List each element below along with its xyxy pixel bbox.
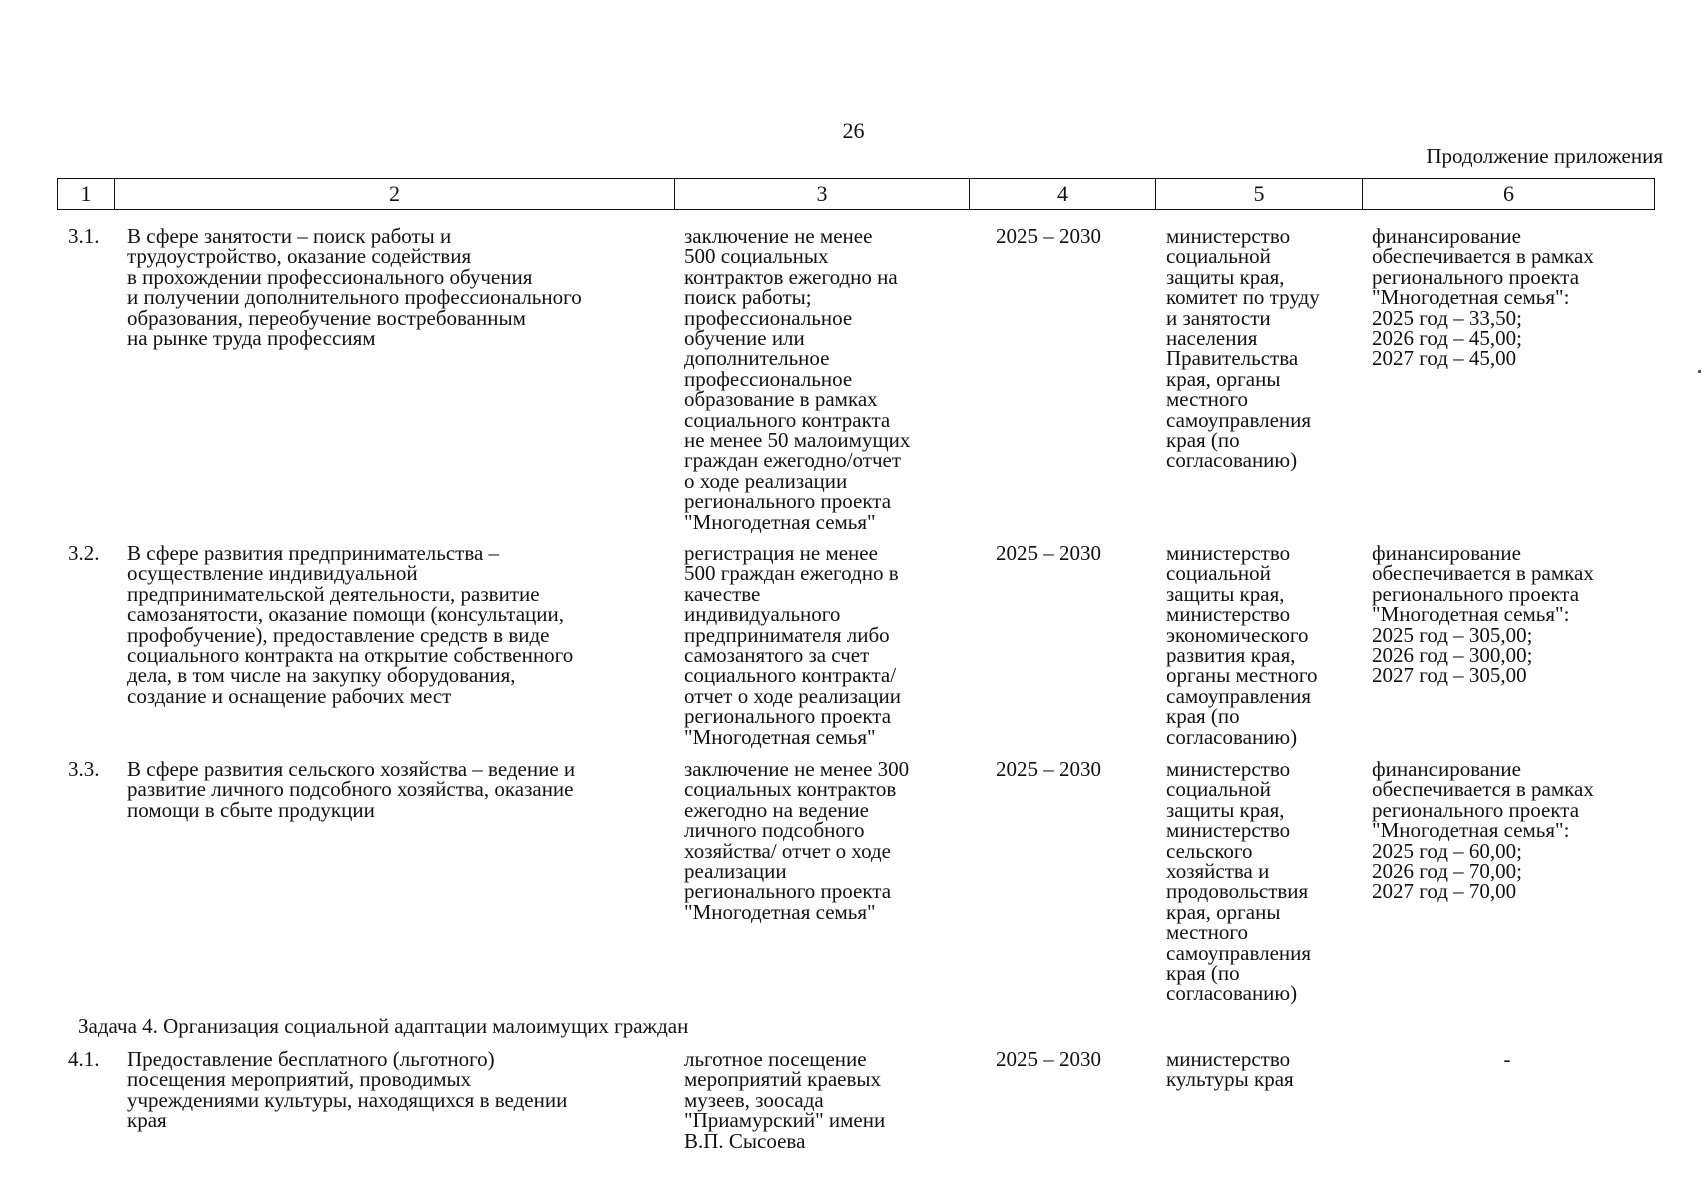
implementation-term: 2025 – 2030 bbox=[996, 757, 1101, 781]
column-header-table bbox=[57, 178, 1655, 210]
row-number: 3.3. bbox=[68, 757, 100, 781]
page-number: 26 bbox=[842, 118, 865, 143]
row-number: 3.1. bbox=[68, 224, 100, 248]
implementation-term: 2025 – 2030 bbox=[996, 1047, 1101, 1071]
measure-description: В сфере развития сельского хозяйства – ведение и развитие личного подсобного хозяйства, оказание помощи в сбыте продукции bbox=[127, 757, 576, 822]
column-header-row bbox=[58, 179, 1655, 210]
measure-description: В сфере развития предпринимательства – осуществление индивидуальной предпринимательской деятельности, развитие самозанятости, оказание помощи (консультации, профобучение), предоставление средств в виде социального контракта на открытие собственного дела, в том числе на закупку оборудования, создание и оснащение рабочих мест bbox=[127, 541, 574, 708]
continuation-label: Продолжение приложения bbox=[1426, 144, 1663, 168]
responsible-executor: министерство социальной защиты края, министерство экономического развития края, органы местного самоуправления края (по согласованию) bbox=[1166, 541, 1318, 749]
column-header-6: 6 bbox=[1363, 179, 1655, 210]
column-header-2: 2 bbox=[115, 179, 675, 210]
expected-result: заключение не менее 500 социальных контрактов ежегодно на поиск работы; профессиональное обучение или дополнительное профессиональное образование в рамках социального контракта не менее 50 малоимущих граждан ежегодно/отчет о ходе реализации регионального проекта "Многодетная семья" bbox=[684, 224, 911, 534]
financing-info: финансирование обеспечивается в рамках регионального проекта "Многодетная семья": 2025 год – 33,50; 2026 год – 45,00; 2027 год – 45,00 bbox=[1372, 224, 1594, 371]
responsible-executor: министерство социальной защиты края, комитет по труду и занятости населения Правительства края, органы местного самоуправления края (по согласованию) bbox=[1166, 224, 1320, 473]
row-number: 4.1. bbox=[68, 1047, 100, 1071]
measure-description: В сфере занятости – поиск работы и трудоустройство, оказание содействия в прохождении профессионального обучения и получении дополнительного профессионального образования, переобучение востребованным на рынке труда профессиям bbox=[127, 224, 582, 351]
column-header-5: 5 bbox=[1156, 179, 1363, 210]
responsible-executor: министерство культуры края bbox=[1166, 1047, 1294, 1092]
column-header-3: 3 bbox=[675, 179, 970, 210]
financing-info: - bbox=[1503, 1047, 1511, 1071]
financing-info: финансирование обеспечивается в рамках регионального проекта "Многодетная семья": 2025 год – 305,00; 2026 год – 300,00; 2027 год – 305,00 bbox=[1372, 541, 1594, 688]
column-header-1: 1 bbox=[58, 179, 115, 210]
column-header-4: 4 bbox=[970, 179, 1156, 210]
expected-result: льготное посещение мероприятий краевых музеев, зоосада "Приамурский" имени В.П. Сысоева bbox=[684, 1047, 886, 1153]
financing-info: финансирование обеспечивается в рамках регионального проекта "Многодетная семья": 2025 год – 60,00; 2026 год – 70,00; 2027 год – 70,00 bbox=[1372, 757, 1594, 904]
task-heading: Задача 4. Организация социальной адаптации малоимущих граждан bbox=[78, 1014, 689, 1038]
expected-result: регистрация не менее 500 граждан ежегодно в качестве индивидуального предпринимателя либо самозанятого за счет социального контракта/ отчет о ходе реализации регионального проекта "Многодетная семья" bbox=[684, 541, 901, 749]
row-number: 3.2. bbox=[68, 541, 100, 565]
scan-mark bbox=[1698, 370, 1701, 373]
measure-description: Предоставление бесплатного (льготного) посещения мероприятий, проводимых учреждениями культуры, находящихся в ведении края bbox=[127, 1047, 568, 1133]
responsible-executor: министерство социальной защиты края, министерство сельского хозяйства и продовольствия края, органы местного самоуправления края (по согласованию) bbox=[1166, 757, 1312, 1006]
implementation-term: 2025 – 2030 bbox=[996, 541, 1101, 565]
implementation-term: 2025 – 2030 bbox=[996, 224, 1101, 248]
expected-result: заключение не менее 300 социальных контрактов ежегодно на ведение личного подсобного хозяйства/ отчет о ходе реализации регионального проекта "Многодетная семья" bbox=[684, 757, 910, 924]
